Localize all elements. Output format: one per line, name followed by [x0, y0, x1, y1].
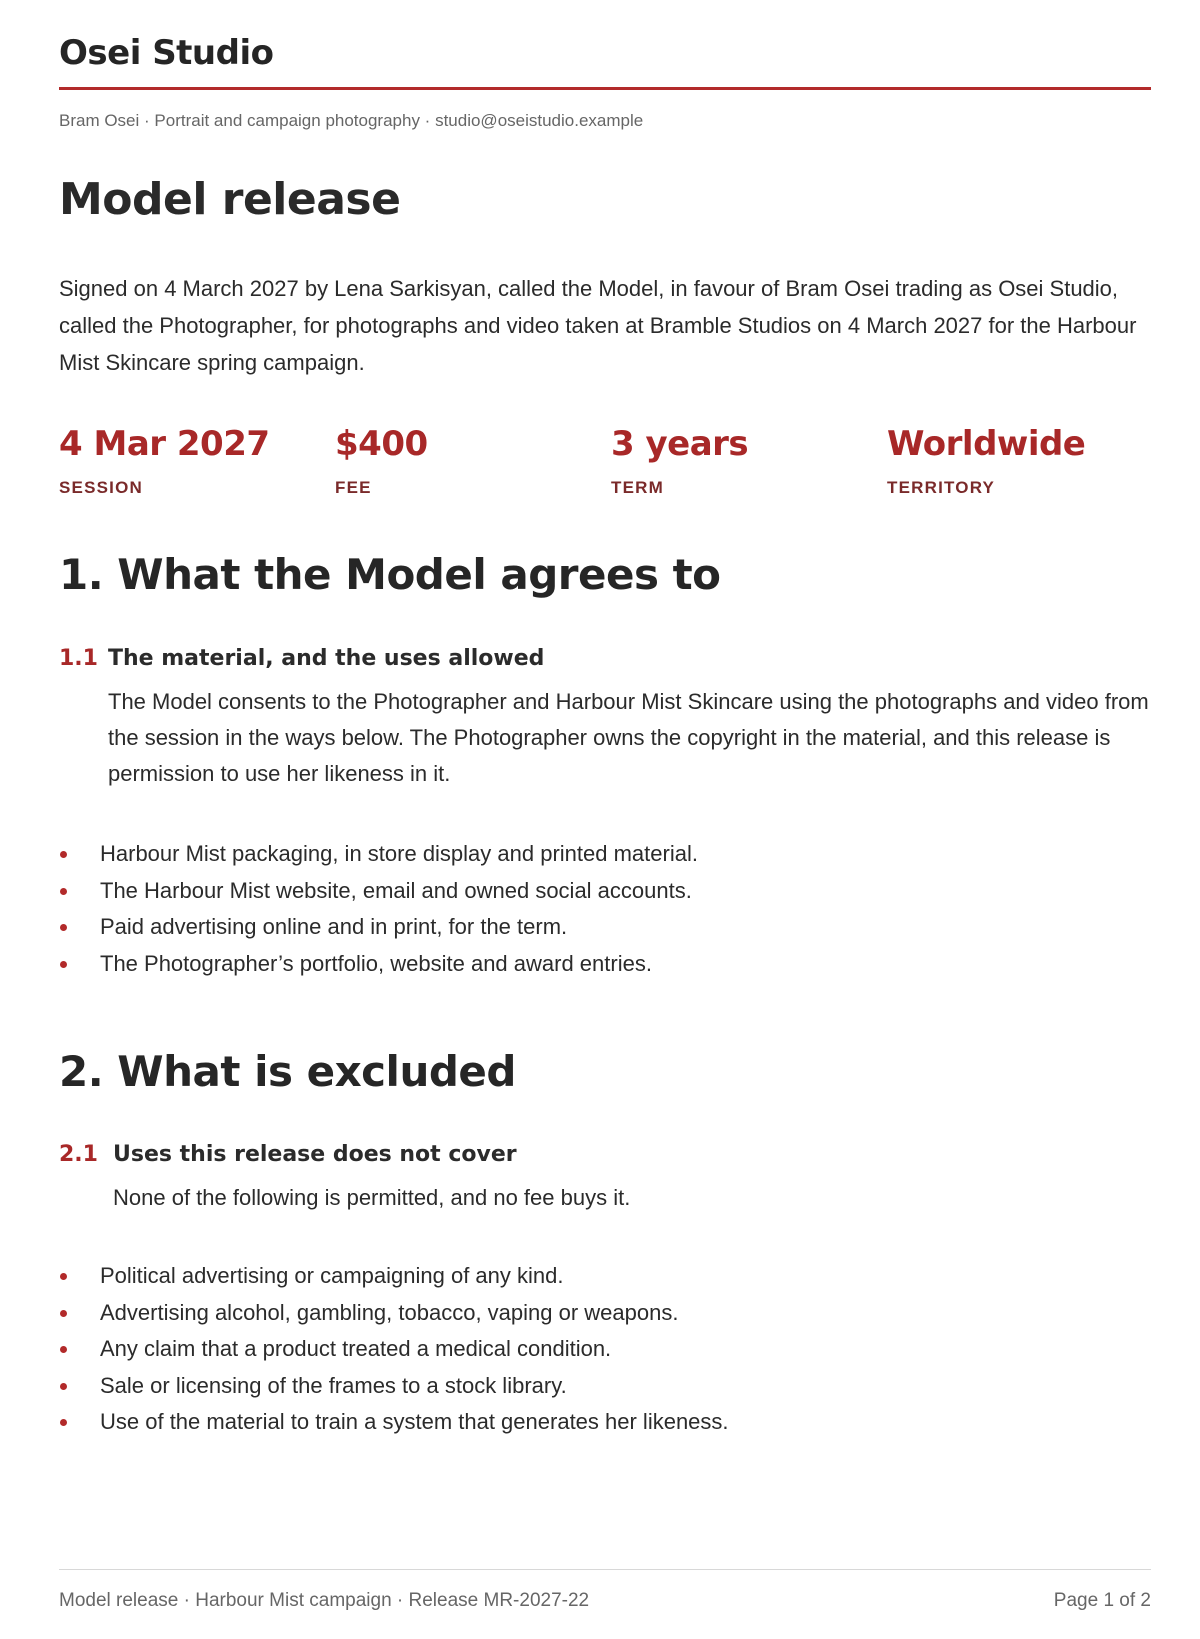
excluded-uses-list [59, 1258, 729, 1441]
section-heading-exclusions: 2. What is excluded [59, 1047, 516, 1096]
clause-body: The Model consents to the Photographer and Harbour Mist Skincare using the photographs and video from the session in the ways below. The Photographer owns the copyright in the material, and this release is permission to use her likeness in it. [108, 689, 1149, 786]
clause-body: None of the following is permitted, and no fee buys it. [113, 1185, 631, 1210]
allowed-uses-list [59, 836, 698, 982]
clause-heading [59, 646, 544, 671]
list-item: Any claim that a product treated a medical condition. [59, 1331, 729, 1368]
stat-value: 4 Mar 2027 [59, 424, 270, 464]
clause-heading [59, 1142, 517, 1167]
section-heading-agreement: 1. What the Model agrees to [59, 550, 721, 599]
list-item: The Photographer’s portfolio, website and award entries. [59, 946, 698, 983]
footer-reference: Model release · Harbour Mist campaign · Release MR-2027-22 [59, 1590, 590, 1611]
list-item: Paid advertising online and in print, for the term. [59, 909, 698, 946]
stat-fee [335, 424, 428, 498]
page-number: Page 1 of 2 [1053, 1590, 1151, 1611]
list-item: Political advertising or campaigning of any kind. [59, 1258, 729, 1295]
stat-label: SESSION [59, 478, 143, 497]
stat-session [59, 424, 270, 498]
clause-title: The material, and the uses allowed [108, 646, 545, 671]
intro-paragraph: Signed on 4 March 2027 by Lena Sarkisyan, called the Model, in favour of Bram Osei trading as Osei Studio, called the Photographer, for photographs and video taken at Bramble Studios on 4 March 2027 for the Harbour Mist Skincare spring campaign. [59, 276, 1137, 375]
stat-value: 3 years [611, 424, 749, 464]
clause-title: Uses this release does not cover [113, 1142, 517, 1167]
stat-territory [887, 424, 1085, 498]
stat-label: TERM [611, 478, 664, 497]
list-item: Sale or licensing of the frames to a stock library. [59, 1368, 729, 1405]
header-divider [59, 87, 1151, 90]
stat-term [611, 424, 748, 498]
list-item: Advertising alcohol, gambling, tobacco, vaping or weapons. [59, 1295, 729, 1332]
clause-number: 1.1 [59, 646, 98, 671]
document-title: Model release [59, 174, 401, 225]
studio-brand: Osei Studio [59, 33, 274, 73]
stat-label: TERRITORY [887, 478, 996, 497]
list-item: The Harbour Mist website, email and owned social accounts. [59, 873, 698, 910]
stat-value: Worldwide [887, 424, 1086, 464]
footer-divider [59, 1569, 1151, 1570]
stat-value: $400 [335, 424, 428, 464]
studio-contact-line: Bram Osei · Portrait and campaign photography · studio@oseistudio.example [59, 111, 644, 130]
list-item: Harbour Mist packaging, in store display and printed material. [59, 836, 698, 873]
clause-number: 2.1 [59, 1142, 98, 1167]
stat-label: FEE [335, 478, 372, 497]
list-item: Use of the material to train a system that generates her likeness. [59, 1404, 729, 1441]
